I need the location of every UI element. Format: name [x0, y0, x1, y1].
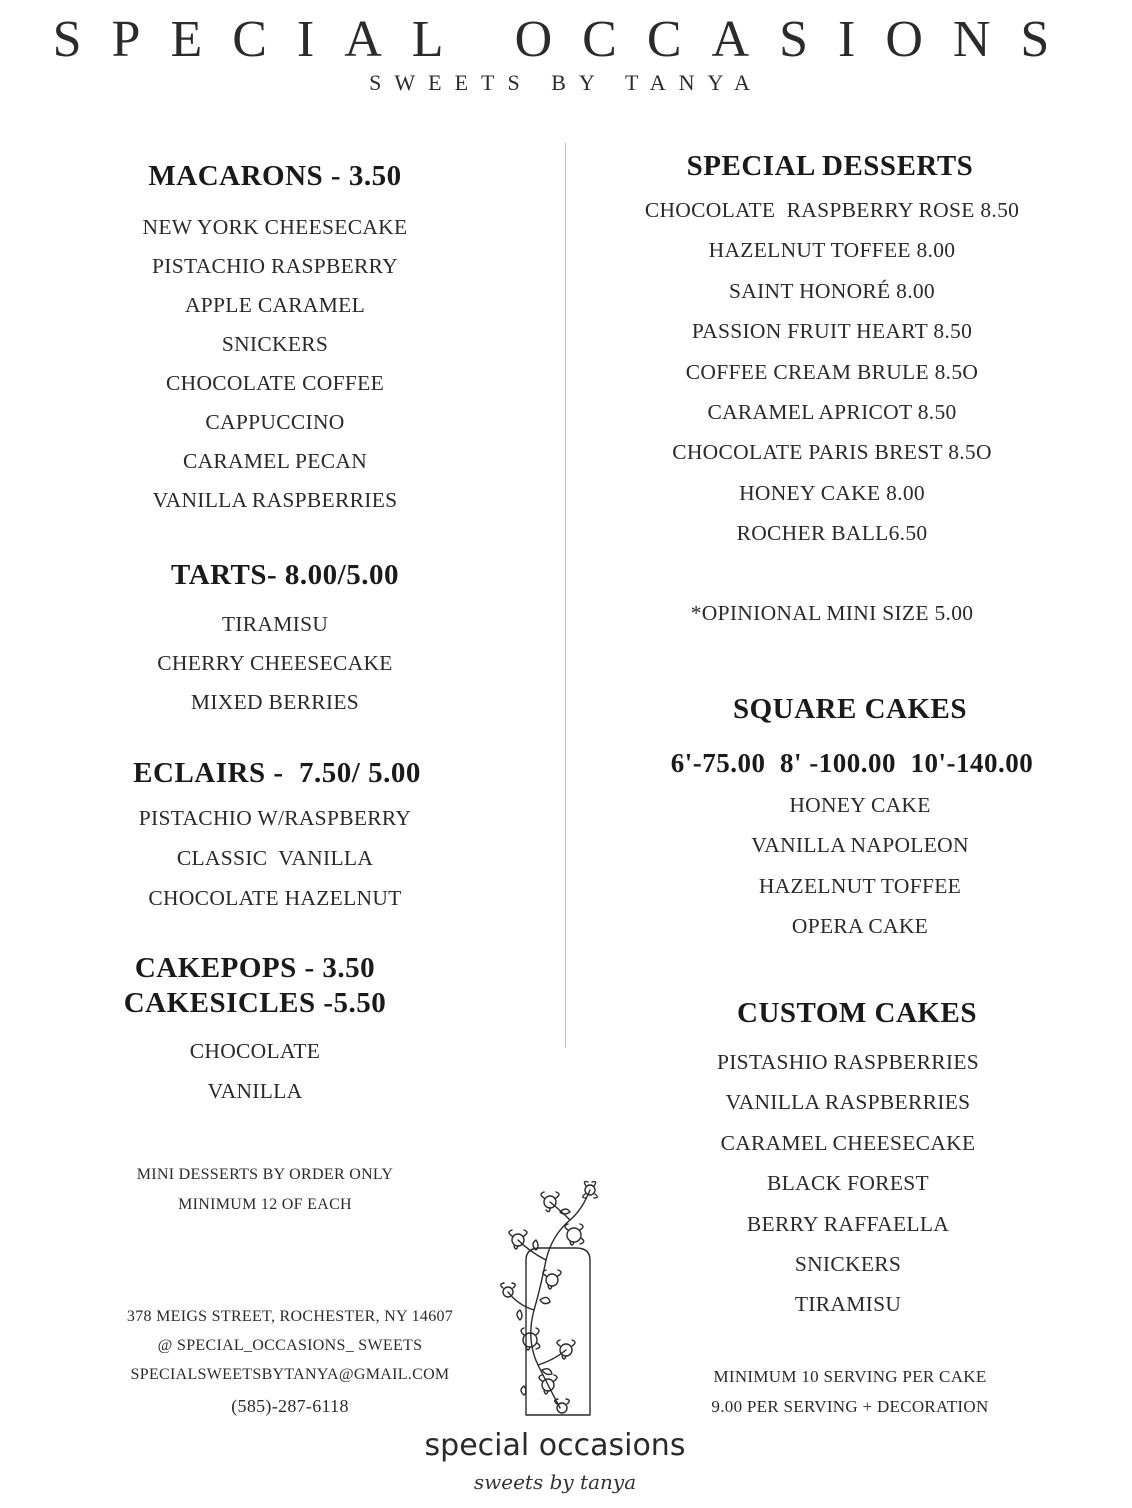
menu-item: TIRAMISU: [794, 1292, 902, 1317]
brand-name: special occasions: [424, 1428, 686, 1463]
floral-cake-icon: [490, 1180, 630, 1425]
phone-text: (585)-287-6118: [231, 1396, 349, 1416]
menu-item: VANILLA RASPBERRIES: [725, 1090, 971, 1115]
mini-size-note: *OPINIONAL MINI SIZE 5.00: [690, 601, 974, 625]
menu-item: APPLE CARAMEL: [184, 293, 366, 317]
menu-item: VANILLA NAPOLEON: [751, 833, 969, 858]
menu-item: CARAMEL APRICOT 8.50: [707, 400, 957, 425]
menu-item: COFFEE CREAM BRULE 8.5O: [685, 359, 979, 384]
brand-script: sweets by tanya: [473, 1470, 637, 1494]
menu-item: CHOCOLATE COFFEE: [165, 371, 385, 395]
eclairs-list: [80, 798, 470, 918]
macarons-heading: MACARONS - 3.50: [148, 160, 402, 192]
menu-item: CHERRY CHEESECAKE: [157, 651, 393, 675]
menu-item: PASSION FRUIT HEART 8.50: [691, 319, 973, 344]
menu-item: PISTASHIO RASPBERRIES: [716, 1050, 980, 1074]
custom-cakes-heading: CUSTOM CAKES: [737, 997, 977, 1029]
custom-cakes-list: [588, 1042, 1108, 1325]
menu-item: CAPPUCCINO: [205, 410, 345, 434]
macarons-list: [80, 208, 470, 520]
menu-item: OPERA CAKE: [791, 914, 929, 939]
menu-item: PISTACHIO W/RASPBERRY: [138, 806, 412, 830]
menu-item: VANILLA: [207, 1079, 303, 1103]
note-line: MINIMUM 10 SERVING PER CAKE: [713, 1367, 987, 1386]
menu-item: HAZELNUT TOFFEE 8.00: [708, 238, 956, 263]
note-line: MINI DESSERTS BY ORDER ONLY: [136, 1166, 394, 1183]
tarts-list: [80, 605, 470, 722]
tarts-heading: TARTS- 8.00/5.00: [171, 559, 399, 591]
menu-item: CHOCOLATE HAZELNUT: [148, 886, 402, 910]
address-text: 378 MEIGS STREET, ROCHESTER, NY 14607: [126, 1308, 454, 1325]
menu-item: SNICKERS: [221, 332, 329, 356]
menu-item: CLASSIC VANILLA: [176, 846, 374, 870]
menu-item: ROCHER BALL6.50: [736, 521, 928, 546]
page-subtitle: SWEETS BY TANYA: [369, 70, 763, 95]
menu-item: BERRY RAFFAELLA: [746, 1211, 950, 1236]
mini-desserts-note: [70, 1160, 460, 1220]
menu-item: PISTACHIO RASPBERRY: [152, 254, 398, 278]
menu-item: HONEY CAKE 8.00: [739, 480, 925, 505]
menu-item: CHOCOLATE RASPBERRY ROSE 8.50: [644, 198, 1020, 222]
menu-item: CHOCOLATE: [189, 1039, 321, 1063]
menu-item: TIRAMISU: [221, 612, 329, 636]
note-line: MINIMUM 12 OF EACH: [178, 1196, 352, 1213]
menu-item: MIXED BERRIES: [190, 690, 360, 714]
eclairs-heading: ECLAIRS - 7.50/ 5.00: [133, 757, 421, 789]
cakepops-heading: CAKEPOPS - 3.50: [134, 952, 376, 984]
instagram-handle: @ SPECIAL_OCCASIONS_ SWEETS: [157, 1337, 423, 1354]
square-cakes-list: [600, 785, 1120, 947]
contact-info: [90, 1302, 490, 1423]
menu-item: BLACK FOREST: [767, 1171, 929, 1196]
menu-item: SNICKERS: [794, 1252, 902, 1277]
menu-item: CHOCOLATE PARIS BREST 8.5O: [672, 440, 992, 465]
cakepops-list: [60, 1031, 450, 1111]
email-text: SPECIALSWEETSBYTANYA@GMAIL.COM: [130, 1366, 450, 1383]
menu-item: NEW YORK CHEESECAKE: [142, 215, 408, 239]
square-cakes-sizes: 6'-75.00 8' -100.00 10'-140.00: [670, 748, 1034, 778]
menu-item: CARAMEL PECAN: [182, 449, 368, 473]
column-divider: [565, 143, 566, 1048]
special-desserts-list: [572, 190, 1092, 554]
square-cakes-heading: SQUARE CAKES: [732, 693, 968, 725]
menu-item: VANILLA RASPBERRIES: [152, 488, 398, 512]
menu-item: HAZELNUT TOFFEE: [758, 873, 962, 898]
page-title: SPECIAL OCCASIONS: [52, 11, 1080, 68]
note-line: 9.00 PER SERVING + DECORATION: [711, 1397, 989, 1416]
menu-item: HONEY CAKE: [789, 793, 931, 817]
cakesicles-heading: CAKESICLES -5.50: [123, 987, 387, 1019]
menu-item: SAINT HONORÉ 8.00: [729, 278, 935, 303]
custom-cakes-note: [590, 1362, 1110, 1422]
special-desserts-heading: SPECIAL DESSERTS: [686, 150, 974, 182]
menu-item: CARAMEL CHEESECAKE: [720, 1130, 976, 1155]
